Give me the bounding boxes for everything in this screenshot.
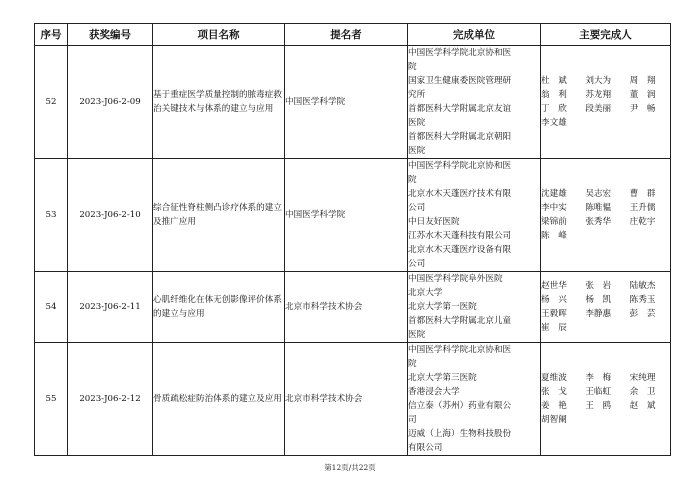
- unit-line: 北京大学: [408, 288, 443, 298]
- person-name: 陈 峰: [541, 231, 567, 241]
- person-name: 陈秀玉: [629, 295, 656, 305]
- row-project-name: 骨质疏松症防治体系的建立及应用: [153, 343, 285, 456]
- person-name: 陆敏杰: [629, 281, 656, 291]
- unit-line: 香港浸会大学: [408, 387, 460, 397]
- person-grid: [541, 279, 670, 335]
- unit-line: 首都医科大学附属北京朝阳: [408, 132, 512, 142]
- row-nominator: 北京市科学技术协会: [285, 343, 408, 456]
- row-nominator: 中国医学科学院: [285, 159, 408, 272]
- header-row: [35, 24, 671, 46]
- awards-table: [34, 23, 671, 456]
- person-name: 庄乾宇: [629, 217, 656, 227]
- person-name: 赵 斌: [629, 401, 656, 411]
- person-name: 宋纯理: [629, 373, 656, 383]
- unit-line: 究所: [408, 90, 426, 100]
- person-name: 董 润: [629, 90, 656, 100]
- person-name: 王临虹: [585, 387, 612, 397]
- row-persons: [541, 343, 671, 456]
- unit-line: 中国医学科学院北京协和医: [408, 48, 512, 58]
- header-seq: 序号: [35, 24, 68, 46]
- unit-line: 首都医科大学附属北京儿童: [408, 316, 512, 326]
- unit-line: 中国医学科学院北京协和医: [408, 161, 512, 171]
- person-name: 夏维波: [541, 373, 567, 383]
- row-seq: 52: [35, 46, 68, 159]
- row-units: [408, 159, 541, 272]
- unit-line: 迈威（上海）生物科技股份: [408, 429, 512, 439]
- person-name: 余 卫: [629, 387, 656, 397]
- header-code: 获奖编号: [68, 24, 153, 46]
- unit-line: 北京水木天蓬医疗设备有限: [408, 245, 512, 255]
- person-name: 李中实: [541, 203, 567, 213]
- unit-line: 国家卫生健康委医院管理研: [408, 76, 512, 86]
- unit-line: 中国医学科学院北京协和医: [408, 345, 512, 355]
- row-project-name: 基于重症医学质量控制的脓毒症救治关键技术与体系的建立与应用: [153, 46, 285, 159]
- table-row: [35, 272, 671, 343]
- row-award-code: 2023-J06-2-11: [68, 272, 153, 343]
- person-name: 姜 艳: [541, 401, 567, 411]
- unit-line: 首都医科大学附属北京友谊: [408, 104, 512, 114]
- row-project-name: 心肌纤维化在体无创影像评价体系的建立与应用: [153, 272, 285, 343]
- row-nominator: 北京市科学技术协会: [285, 272, 408, 343]
- unit-line: 公司: [408, 259, 426, 269]
- row-units: [408, 343, 541, 456]
- unit-line: 医院: [408, 146, 426, 156]
- unit-line: 医院: [408, 330, 426, 340]
- unit-line: 公司: [408, 203, 426, 213]
- person-grid: [541, 74, 670, 130]
- table-row: [35, 343, 671, 456]
- unit-line: 有限公司: [408, 443, 443, 453]
- unit-line: 院: [408, 175, 417, 185]
- unit-line: 院: [408, 62, 417, 72]
- person-name: 尹 畅: [629, 104, 656, 114]
- unit-line: 医院: [408, 118, 426, 128]
- row-seq: 55: [35, 343, 68, 456]
- person-name: 段美丽: [585, 104, 612, 114]
- unit-line: 北京水木天蓬医疗技术有限: [408, 189, 512, 199]
- person-name: 赵世华: [541, 281, 567, 291]
- header-project: 项目名称: [153, 24, 285, 46]
- row-persons: [541, 46, 671, 159]
- unit-line: 江苏水木天蓬科技有限公司: [408, 231, 512, 241]
- row-persons: [541, 272, 671, 343]
- person-name: 翁 利: [541, 90, 567, 100]
- person-name: 王升儒: [629, 203, 656, 213]
- unit-line: 北京大学第一医院: [408, 302, 477, 312]
- header-nominator: 提名者: [285, 24, 408, 46]
- row-persons: [541, 159, 671, 272]
- person-name: 张 岩: [585, 281, 612, 291]
- page-footer: 第12页/共22页: [324, 463, 376, 472]
- row-award-code: 2023-J06-2-12: [68, 343, 153, 456]
- row-units: [408, 272, 541, 343]
- person-name: 杨 凯: [585, 295, 612, 305]
- person-name: 彭 芸: [629, 309, 656, 319]
- unit-line: 北京大学第三医院: [408, 373, 477, 383]
- person-name: 周 翔: [629, 76, 656, 86]
- person-name: 王 鸥: [585, 401, 612, 411]
- person-name: 吴志宏: [585, 189, 612, 199]
- person-grid: [541, 187, 670, 243]
- person-name: 苏龙翔: [585, 90, 612, 100]
- person-name: 王毅晖: [541, 309, 567, 319]
- unit-line: 信立泰（苏州）药业有限公: [408, 401, 512, 411]
- person-name: 张 戈: [541, 387, 567, 397]
- row-seq: 53: [35, 159, 68, 272]
- header-persons: 主要完成人: [541, 24, 671, 46]
- table-row: [35, 159, 671, 272]
- row-seq: 54: [35, 272, 68, 343]
- person-name: 张秀华: [585, 217, 612, 227]
- row-project-name: 综合征性脊柱侧凸诊疗体系的建立及推广应用: [153, 159, 285, 272]
- person-name: 丁 欣: [541, 104, 567, 114]
- person-name: 刘大为: [585, 76, 612, 86]
- person-grid: [541, 371, 670, 427]
- person-name: 杜 斌: [541, 76, 567, 86]
- row-units: [408, 46, 541, 159]
- unit-line: 院: [408, 359, 417, 369]
- person-name: 杨 兴: [541, 295, 567, 305]
- person-name: 崔 辰: [541, 323, 567, 333]
- person-name: 曹 群: [629, 189, 656, 199]
- person-name: 陈唯韫: [585, 203, 612, 213]
- person-name: 梁锦前: [541, 217, 567, 227]
- person-name: 李 梅: [585, 373, 612, 383]
- row-award-code: 2023-J06-2-10: [68, 159, 153, 272]
- table-row: [35, 46, 671, 159]
- unit-line: 司: [408, 415, 417, 425]
- row-nominator: 中国医学科学院: [285, 46, 408, 159]
- person-name: 李静惠: [585, 309, 612, 319]
- person-name: 胡智阑: [541, 415, 567, 425]
- unit-line: 中国医学科学院阜外医院: [408, 274, 503, 284]
- person-name: 沈建雄: [541, 189, 567, 199]
- header-units: 完成单位: [408, 24, 541, 46]
- row-award-code: 2023-J06-2-09: [68, 46, 153, 159]
- unit-line: 中日友好医院: [408, 217, 460, 227]
- person-name: 李文雄: [541, 118, 567, 128]
